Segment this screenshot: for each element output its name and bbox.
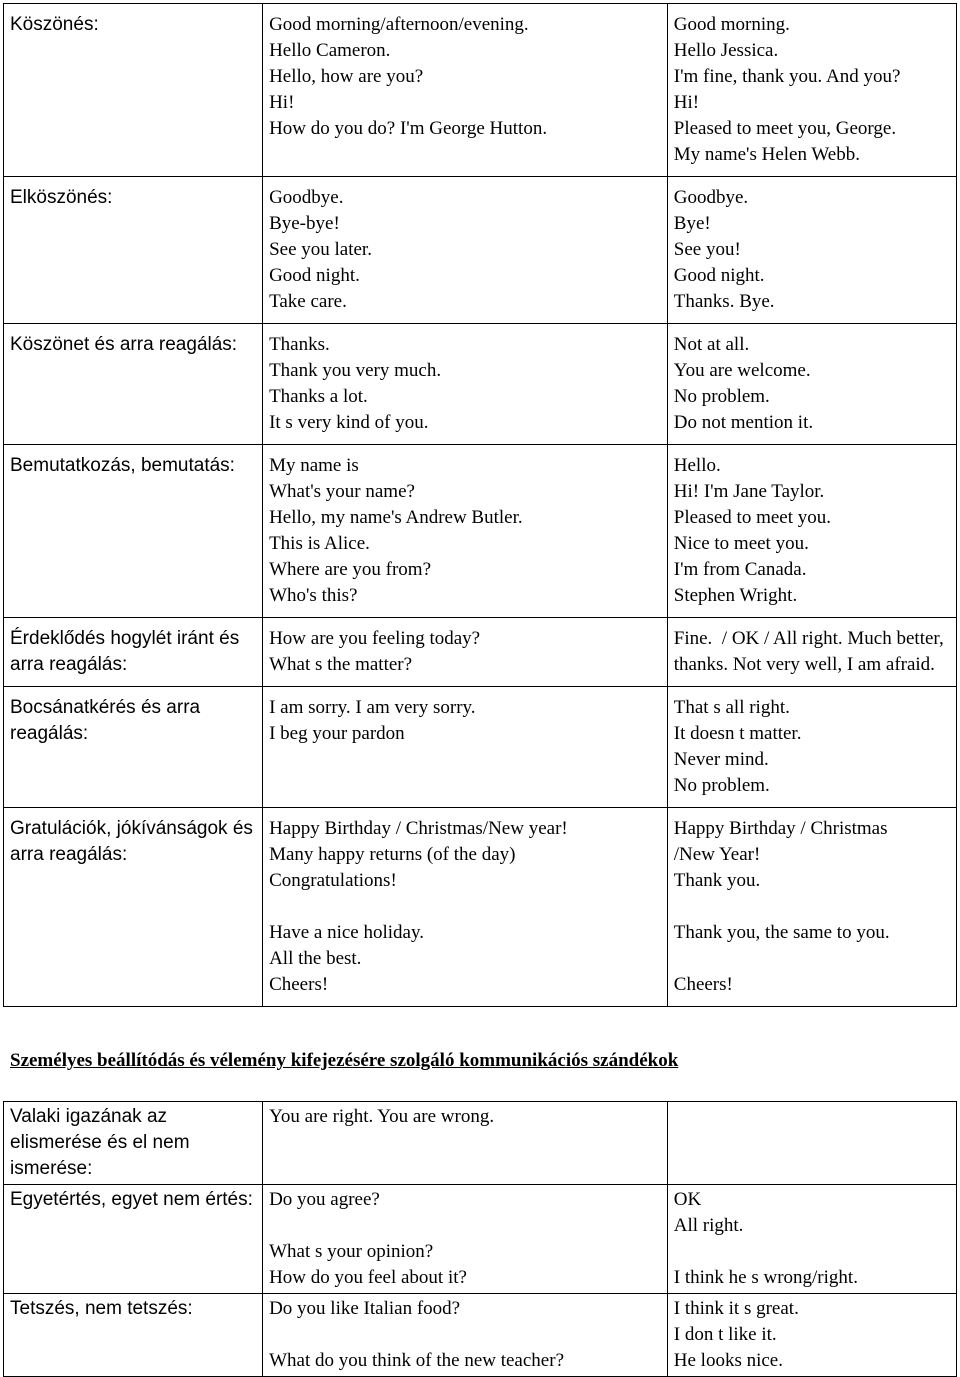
phrase-line: Happy Birthday / Christmas/New year!	[269, 818, 568, 839]
phrase-cell	[263, 618, 668, 687]
table-row	[4, 445, 957, 618]
response-line: I'm fine, thank you. And you?	[673, 66, 901, 87]
phrase-line: Thank you very much.	[269, 360, 442, 381]
category-label: Elköszönés:	[10, 187, 113, 208]
response-line: Good morning.	[673, 14, 790, 35]
response-line: All right.	[673, 1215, 744, 1236]
phrase-line: Congratulations!	[269, 870, 397, 891]
response-line: I think he s wrong/right.	[673, 1267, 858, 1288]
response-line: Pleased to meet you, George.	[673, 118, 897, 139]
response-cell	[667, 1102, 956, 1185]
response-cell	[667, 445, 956, 618]
category-cell	[4, 4, 263, 177]
category-cell	[4, 1294, 263, 1377]
response-line: Thanks. Bye.	[673, 291, 775, 312]
phrase-line: How do you feel about it?	[269, 1267, 467, 1288]
response-cell	[667, 618, 956, 687]
category-label: Gratulációk, jókívánságok és arra reagálás:	[10, 818, 253, 865]
phrase-line: Hello, my name's Andrew Butler.	[269, 507, 523, 528]
phrase-line: My name is	[269, 455, 359, 476]
response-line: Hello Jessica.	[673, 40, 779, 61]
table-row	[4, 618, 957, 687]
phrase-line: How do you do? I'm George Hutton.	[269, 118, 548, 139]
response-line: Pleased to meet you.	[673, 507, 832, 528]
category-label: Köszönet és arra reagálás:	[10, 334, 238, 355]
phrase-line: Bye-bye!	[269, 213, 340, 234]
category-label: Valaki igazának az elismerése és el nem ismerése:	[10, 1106, 190, 1179]
response-line: He looks nice.	[673, 1350, 783, 1371]
opinions-table	[3, 1101, 957, 1377]
phrase-line: Do you agree?	[269, 1189, 380, 1210]
category-label: Köszönés:	[10, 14, 99, 35]
phrase-line	[269, 1213, 661, 1239]
phrase-cell	[263, 4, 668, 177]
table-row	[4, 324, 957, 445]
phrase-line: Hello Cameron.	[269, 40, 391, 61]
phrase-line: Take care.	[269, 291, 347, 312]
category-label: Érdeklődés hogylét iránt és arra reagálás:	[10, 628, 240, 675]
phrase-line: I beg your pardon	[269, 723, 405, 744]
category-cell	[4, 324, 263, 445]
category-label: Bemutatkozás, bemutatás:	[10, 455, 235, 476]
response-cell	[667, 324, 956, 445]
response-line: I think it s great.	[673, 1298, 799, 1319]
phrase-cell	[263, 687, 668, 808]
response-line	[674, 946, 950, 972]
response-line: I'm from Canada.	[673, 559, 807, 580]
response-line: See you!	[673, 239, 741, 260]
phrase-line: What s the matter?	[269, 654, 413, 675]
response-line: Hi!	[673, 92, 700, 113]
response-line: Fine. / OK / All right. Much better, thanks. Not very well, I am afraid.	[673, 628, 949, 675]
category-cell	[4, 177, 263, 324]
response-line: Goodbye.	[673, 187, 749, 208]
response-line: That s all right.	[673, 697, 790, 718]
phrase-cell	[263, 324, 668, 445]
response-line	[674, 1239, 950, 1265]
response-line: You are welcome.	[673, 360, 811, 381]
response-line: Thank you, the same to you.	[673, 922, 890, 943]
response-cell	[667, 1185, 956, 1294]
response-line: My name's Helen Webb.	[673, 144, 860, 165]
phrase-line: Where are you from?	[269, 559, 432, 580]
response-line: No problem.	[673, 386, 770, 407]
phrase-line: Many happy returns (of the day)	[269, 844, 516, 865]
phrase-line: What do you think of the new teacher?	[269, 1350, 564, 1371]
response-line: Stephen Wright.	[673, 585, 798, 606]
phrase-cell	[263, 1294, 668, 1377]
phrase-cell	[263, 808, 668, 1007]
response-cell	[667, 1294, 956, 1377]
category-cell	[4, 445, 263, 618]
phrase-cell	[263, 177, 668, 324]
phrase-line: It s very kind of you.	[269, 412, 429, 433]
category-label: Tetszés, nem tetszés:	[10, 1298, 193, 1319]
response-line: /New Year!	[673, 844, 761, 865]
response-cell	[667, 4, 956, 177]
phrase-line: Thanks.	[269, 334, 330, 355]
category-label: Egyetértés, egyet nem értés:	[10, 1189, 253, 1210]
table-row	[4, 1294, 957, 1377]
response-line: Nice to meet you.	[673, 533, 809, 554]
response-line: Good night.	[673, 265, 765, 286]
response-line	[674, 894, 950, 920]
category-cell	[4, 618, 263, 687]
table-row	[4, 687, 957, 808]
phrase-line: You are right. You are wrong.	[269, 1106, 495, 1127]
phrase-line: I am sorry. I am very sorry.	[269, 697, 476, 718]
phrase-line: All the best.	[269, 948, 362, 969]
response-line: I don t like it.	[673, 1324, 777, 1345]
phrase-line: Cheers!	[269, 974, 329, 995]
response-line: No problem.	[673, 775, 770, 796]
response-line: Thank you.	[673, 870, 761, 891]
response-line: Never mind.	[673, 749, 769, 770]
response-line: Hello.	[673, 455, 721, 476]
category-label: Bocsánatkérés és arra reagálás:	[10, 697, 201, 744]
response-line: Cheers!	[673, 974, 733, 995]
response-cell	[667, 177, 956, 324]
phrase-cell	[263, 445, 668, 618]
phrase-line: What s your opinion?	[269, 1241, 434, 1262]
phrase-line: Goodbye.	[269, 187, 344, 208]
response-cell	[667, 687, 956, 808]
response-line: OK	[673, 1189, 702, 1210]
phrase-line: Hello, how are you?	[269, 66, 424, 87]
response-line: Happy Birthday / Christmas	[673, 818, 888, 839]
greetings-table	[3, 3, 957, 1007]
phrase-line: Do you like Italian food?	[269, 1298, 461, 1319]
phrase-line: Who's this?	[269, 585, 358, 606]
response-line: Hi! I'm Jane Taylor.	[673, 481, 825, 502]
phrase-line: How are you feeling today?	[269, 628, 481, 649]
response-line: It doesn t matter.	[673, 723, 802, 744]
phrase-line: Thanks a lot.	[269, 386, 368, 407]
phrase-cell	[263, 1102, 668, 1185]
response-line: Not at all.	[673, 334, 750, 355]
response-line: Bye!	[673, 213, 711, 234]
response-cell	[667, 808, 956, 1007]
category-cell	[4, 1185, 263, 1294]
response-line: Do not mention it.	[673, 412, 814, 433]
table-row	[4, 177, 957, 324]
section-heading: Személyes beállítódás és vélemény kifejezésére szolgáló kommunikációs szándékok	[10, 1050, 679, 1071]
phrase-line: What's your name?	[269, 481, 415, 502]
phrase-line	[269, 1322, 661, 1348]
table-row	[4, 4, 957, 177]
category-cell	[4, 808, 263, 1007]
table-row	[4, 1102, 957, 1185]
phrase-line	[269, 894, 661, 920]
phrase-line: This is Alice.	[269, 533, 370, 554]
phrase-line: Good night.	[269, 265, 360, 286]
phrase-cell	[263, 1185, 668, 1294]
category-cell	[4, 1102, 263, 1185]
table-row	[4, 1185, 957, 1294]
table-row	[4, 808, 957, 1007]
phrase-line: Hi!	[269, 92, 295, 113]
phrase-line: See you later.	[269, 239, 372, 260]
phrase-line: Good morning/afternoon/evening.	[269, 14, 529, 35]
category-cell	[4, 687, 263, 808]
phrase-line: Have a nice holiday.	[269, 922, 425, 943]
